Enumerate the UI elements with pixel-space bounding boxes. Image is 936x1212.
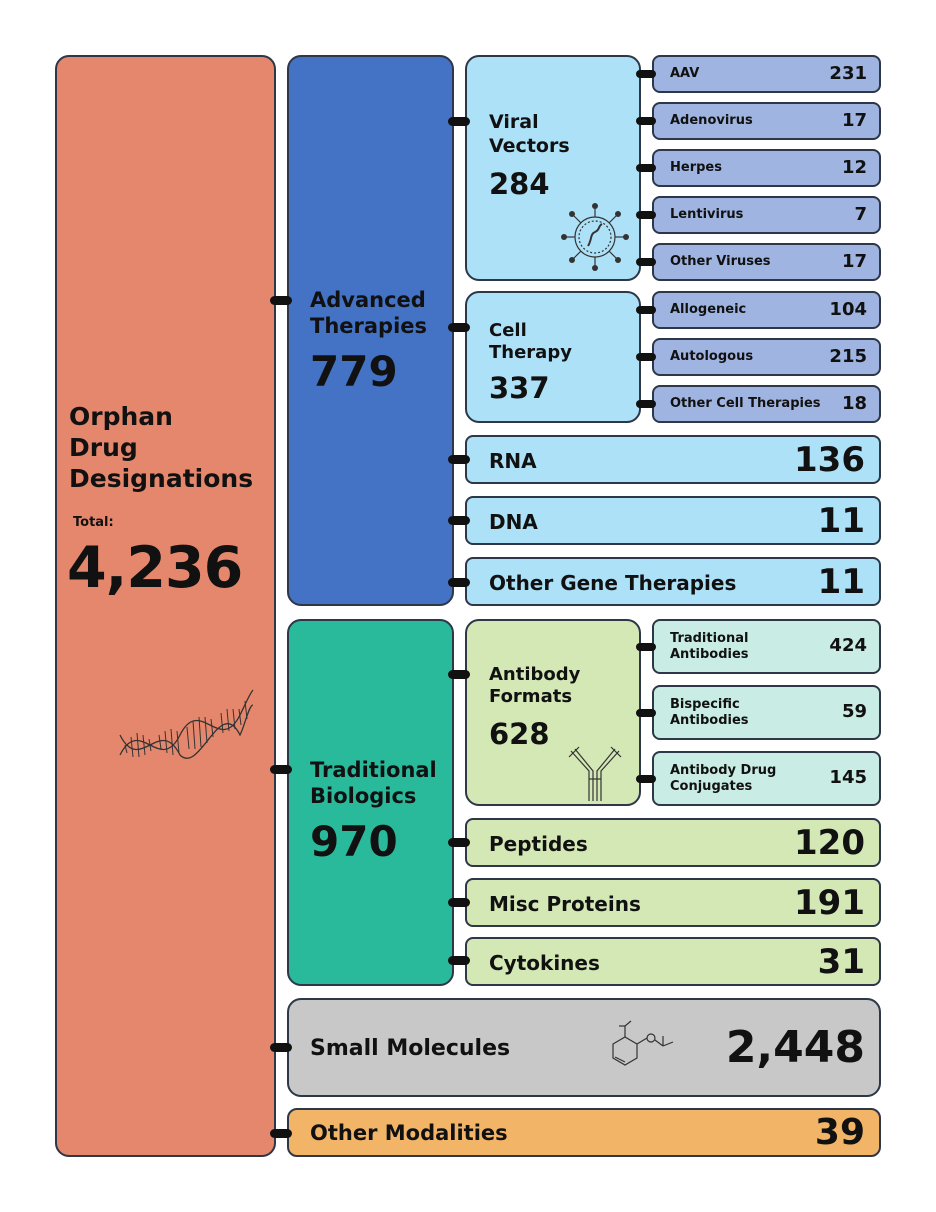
leaf-lentivirus: Lentivirus 7 [652, 196, 881, 234]
advanced-therapies-box [287, 55, 454, 606]
connector [636, 258, 656, 266]
connector [636, 117, 656, 125]
connector [448, 838, 470, 847]
viral-vectors-box [465, 55, 641, 281]
other-gene-therapies-box: Other Gene Therapies 11 [465, 557, 881, 606]
connector [448, 670, 470, 679]
total-value: 4,236 [67, 535, 243, 601]
connector [448, 455, 470, 464]
leaf-antibody-drug-conjugates: Antibody Drug Conjugates 145 [652, 751, 881, 806]
cytokines-box: Cytokines 31 [465, 937, 881, 986]
viral-vectors-title: Viral Vectors [489, 111, 570, 157]
antibody-formats-box [465, 619, 641, 806]
virus-icon [560, 202, 630, 272]
connector [448, 898, 470, 907]
advanced-therapies-value: 779 [310, 347, 398, 396]
leaf-adenovirus: Adenovirus 17 [652, 102, 881, 140]
connector [270, 296, 292, 305]
small-molecules-label: Small Molecules [310, 1036, 511, 1061]
antibody-formats-title: Antibody Formats [489, 664, 581, 708]
root-title: Orphan Drug Designations [69, 402, 254, 493]
orphan-drug-designations-box [55, 55, 276, 1157]
connector [448, 516, 470, 525]
connector [448, 956, 470, 965]
connector [636, 353, 656, 361]
other-modalities-box [287, 1108, 881, 1157]
peptides-box: Peptides 120 [465, 818, 881, 867]
other-modalities-value: 39 [814, 1112, 865, 1153]
leaf-aav: AAV 231 [652, 55, 881, 93]
connector [270, 765, 292, 774]
leaf-autologous: Autologous 215 [652, 338, 881, 376]
connector [636, 70, 656, 78]
leaf-other-cell-therapies: Other Cell Therapies 18 [652, 385, 881, 423]
dna-box: DNA 11 [465, 496, 881, 545]
small-molecules-box [287, 998, 881, 1097]
misc-proteins-box: Misc Proteins 191 [465, 878, 881, 927]
connector [636, 709, 656, 717]
connector [636, 400, 656, 408]
connector [448, 117, 470, 126]
total-label: Total: [73, 515, 114, 530]
cell-therapy-value: 337 [489, 371, 550, 405]
other-modalities-label: Other Modalities [310, 1121, 508, 1145]
advanced-therapies-title: Advanced Therapies [310, 288, 428, 338]
dna-helix-icon [115, 665, 255, 775]
viral-vectors-value: 284 [489, 167, 550, 201]
antibody-icon [565, 743, 625, 803]
connector [636, 211, 656, 219]
traditional-biologics-value: 970 [310, 817, 398, 866]
leaf-traditional-antibodies: Traditional Antibodies 424 [652, 619, 881, 674]
leaf-other-viruses: Other Viruses 17 [652, 243, 881, 281]
leaf-herpes: Herpes 12 [652, 149, 881, 187]
traditional-biologics-box [287, 619, 454, 986]
cell-therapy-box [465, 291, 641, 423]
leaf-allogeneic: Allogeneic 104 [652, 291, 881, 329]
antibody-formats-value: 628 [489, 717, 550, 751]
connector [270, 1043, 292, 1052]
cell-therapy-title: Cell Therapy [489, 320, 572, 364]
rna-box: RNA 136 [465, 435, 881, 484]
connector [636, 164, 656, 172]
connector [270, 1129, 292, 1138]
connector [636, 775, 656, 783]
connector [636, 643, 656, 651]
small-molecules-value: 2,448 [725, 1022, 865, 1073]
connector [448, 578, 470, 587]
connector [448, 323, 470, 332]
traditional-biologics-title: Traditional Biologics [310, 758, 437, 808]
leaf-bispecific-antibodies: Bispecific Antibodies 59 [652, 685, 881, 740]
connector [636, 306, 656, 314]
molecule-icon [599, 1018, 679, 1082]
